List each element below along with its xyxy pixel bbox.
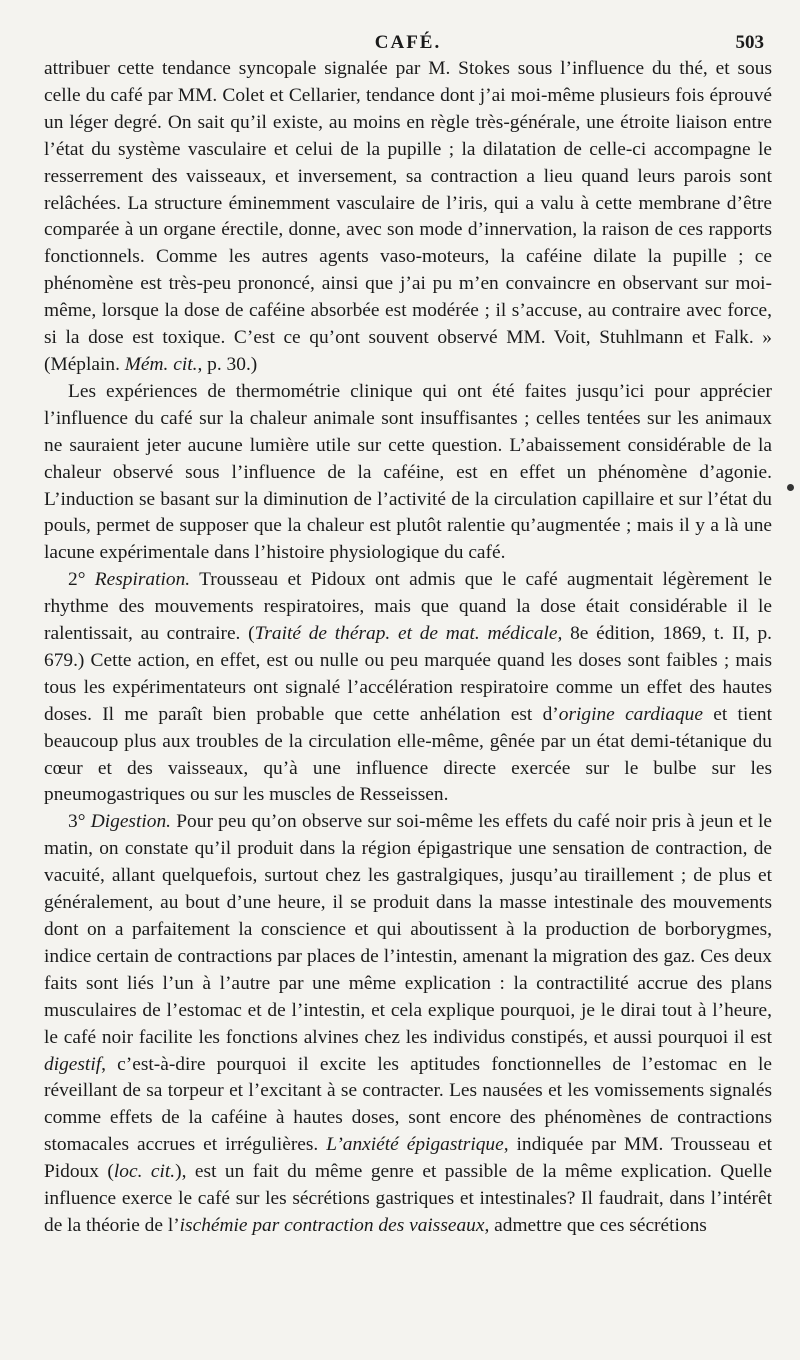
text-segment: , p. 30.) — [197, 353, 258, 375]
text-segment: 3° — [68, 811, 91, 833]
italic-text: loc. cit. — [113, 1161, 176, 1183]
page-header — [44, 30, 772, 56]
text-segment: , admettre que ces sécrétions — [484, 1214, 707, 1236]
paragraph — [44, 379, 772, 567]
text-segment: Les expériences de thermométrie clinique qui ont été faites jusqu’ici pour apprécier l’influence du café sur la chaleur animale sont insuffisantes ; celles tentées sur les animaux ne sauraient jeter aucune lumière utile sur cette question. L’abaissement considérable de la chaleur observé sous l’influence de la caféine, est en effet un phénomène d’agonie. L’induction se basant sur la diminution de l’activité de la circulation capillaire et sur l’état du pouls, permet de supposer que la chaleur est plutôt ralentie qu’augmentée ; mais il y a là une lacune expérimentale dans l’histoire physiologique du café. — [44, 380, 772, 564]
margin-mark — [787, 484, 794, 491]
paragraph — [44, 809, 772, 1240]
text-segment: Pour peu qu’on observe sur soi-même les effets du café noir pris à jeun et le matin, on constate qu’il produit dans la région épigastrique une sensation de contraction, de vacuité, allant quelquefois, surtout chez les gastralgiques, jusqu’au tiraillement ; de plus et généralement, au bout d’une heure, il se produit dans la masse intestinale des mouvements dont on a parfaitement la conscience et qui aboutissent à la production de borborygmes, indice certain de contractions par places de l’intestin, amenant la migration des gaz. Ces deux faits sont liés l’un à l’autre par une même explication : la contractilité accrue des plans musculaires de l’estomac et de l’intestin, et cela explique pourquoi, je le dirai tout à l’heure, le café noir facilite les fonctions alvines chez les individus constipés, et aussi pourquoi il est — [44, 811, 772, 1048]
italic-text: L’anxiété épigastrique — [326, 1134, 504, 1156]
text-segment: , c’est-à-dire pourquoi il excite les aptitudes fonctionnelles de l’estomac en le réveillant de sa torpeur et l’excitant à se contracter. Les nausées et les vomissements signalés comme effets de la caféine à hautes doses, sont encore des phénomènes de contractions stomacales accrues et irrégulières. — [44, 1053, 772, 1156]
italic-text: origine cardiaque — [558, 703, 703, 725]
text-segment: Trousseau et Pidoux ont admis que le café augmentait légèrement le rhythme des mouvements respiratoires, mais que quand la dose était considérable il le ralentissait, au contraire. ( — [44, 569, 772, 645]
running-head: CAFÉ. — [374, 32, 442, 53]
italic-text: Respiration. — [94, 569, 191, 591]
text-segment: et tient beaucoup plus aux troubles de la circulation elle-même, gênée par un état demi-tétanique du cœur et des vaisseaux, qu’à une influence directe exercée sur le bulbe sur les pneumogastriques ou sur les muscles de Resseissen. — [44, 703, 773, 806]
text-segment: , indiquée par MM. Trousseau et Pidoux ( — [44, 1134, 772, 1183]
italic-text: Traité de thérap. et de mat. médicale, — [254, 623, 563, 645]
italic-text: ischémie par contraction des vaisseaux — [179, 1214, 485, 1236]
text-segment: 8e édition, 1869, t. II, p. 679.) Cette action, en effet, est ou nulle ou peu marquée quand les doses sont faibles ; mais tous les expérimentateurs ont signalé l’accélération respiratoire comme un effet des hautes doses. Il me paraît bien probable que cette anhélation est d’ — [44, 623, 772, 725]
text-segment: attribuer cette tendance syncopale signalée par M. Stokes sous l’influence du thé, et sous celle du café par MM. Colet et Cellarier, tendance dont j’ai moi-même plusieurs fois éprouvé un léger degré. On sait qu’il existe, au moins en règle très-générale, une étroite liaison entre l’état du système vasculaire et celui de la pupille ; la dilatation de celle-ci accompagne le resserrement des vaisseaux, et inversement, sa contraction a lieu quand leurs parois sont relâchées. La structure éminemment vasculaire de l’iris, qui a valu à cette membrane d’être comparée à un organe érectile, donne, avec son mode d’innervation, la raison de ces rapports fonctionnels. Comme les autres agents vaso-moteurs, la caféine dilate la pupille ; ce phénomène est très-peu prononcé, ainsi que j’ai pu m’en convaincre en observant sur moi-même, lorsque la dose de caféine absorbée est modérée ; il s’accuse, au contraire avec force, si la dose est toxique. C’est ce qu’ont souvent observé MM. Voit, Stuhlmann et Falk. » (Méplain. — [44, 58, 772, 375]
paragraph — [44, 56, 772, 379]
italic-text: digestif — [44, 1053, 102, 1075]
text-segment: 2° — [68, 569, 95, 591]
paragraph — [44, 567, 772, 809]
body-text — [44, 56, 772, 1240]
text-segment: ), est un fait du même genre et passible de la même explication. Quelle influence exerce le café sur les sécrétions gastriques et intestinales? Il faudrait, dans l’intérêt de la théorie de l’ — [44, 1161, 772, 1236]
italic-text: Digestion. — [90, 811, 171, 833]
page-number: 503 — [735, 32, 764, 53]
italic-text: Mém. cit. — [124, 353, 198, 375]
